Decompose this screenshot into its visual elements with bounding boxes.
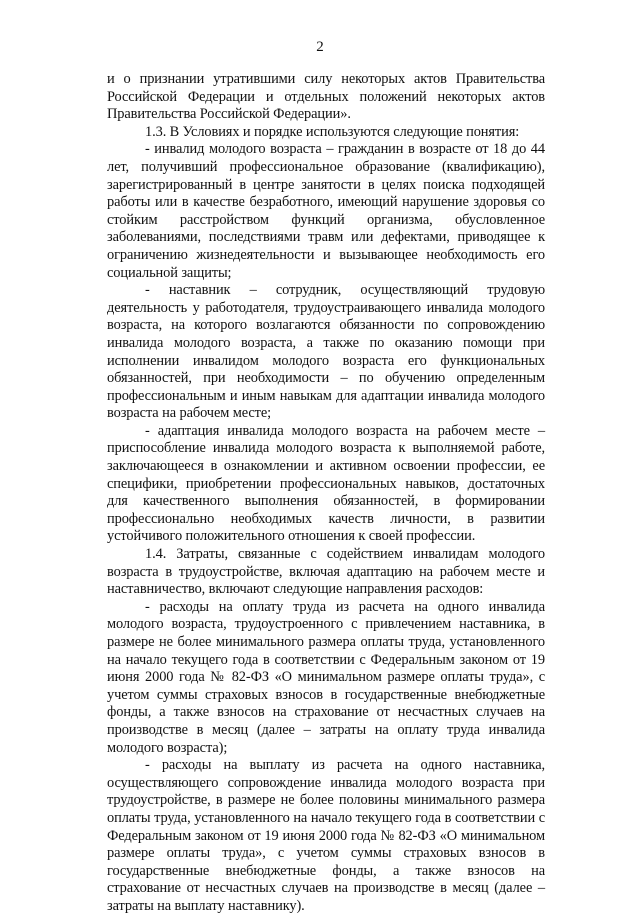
paragraph-definition-disabled-young: - инвалид молодого возраста – гражданин в возрасте от 18 до 44 лет, получивший профессиональное образование (квалификацию), зарегистрированный в центре занятости в целях поиска подходящей работы или в качестве безработного, имеющий нарушение здоровья со стойким расстройством функций организма, обусловленное заболеваниями, последствиями травм или дефектами, приводящее к ограничению жизнедеятельности и вызывающее необходимость его социальной защиты; — [107, 141, 545, 281]
paragraph-expense-mentor: - расходы на выплату из расчета на одного наставника, осуществляющего сопровождение инвалида молодого возраста при трудоустройстве, в размере не более половины минимального размера оплаты труда, установленного на начало текущего года в соответствии с Федеральным законом от 19 июня 2000 года № 82-ФЗ «О минимальном размере оплаты труда», с учетом суммы страховых взносов в государственные внебюджетные фонды, а также взносов на страхование от несчастных случаев на производстве в месяц (далее – затраты на выплату наставнику). — [107, 757, 545, 914]
paragraph-clause-1-3: 1.3. В Условиях и порядке используются следующие понятия: — [145, 123, 520, 140]
paragraph-definition-mentor: - наставник – сотрудник, осуществляющий трудовую деятельность у работодателя, трудоустраивающего инвалида молодого возраста, на которого возлагаются обязанности по сопровождению инвалида молодого возраста, а также по оказанию помощи при исполнении инвалидом молодого возраста его функциональных обязанностей, при необходимости – по обучению определенным профессиональным и иным навыкам для адаптации инвалида молодого возраста на рабочем месте; — [107, 282, 545, 422]
paragraph-expense-wages: - расходы на оплату труда из расчета на одного инвалида молодого возраста, трудоустроенного с привлечением наставника, в размере не более минимального размера оплаты труда, установленного на начало текущего года в соответствии с Федеральным законом от 19 июня 2000 года № 82-ФЗ «О минимальном размере оплаты труда», с учетом суммы страховых взносов в государственные внебюджетные фонды, а также взносов на страхование от несчастных случаев на производстве в месяц (далее – затраты на оплату труда инвалида молодого возраста); — [107, 598, 545, 756]
body-text — [107, 71, 545, 916]
paragraph-definition-adaptation: - адаптация инвалида молодого возраста на рабочем месте – приспособление инвалида молодого возраста к выполняемой работе, заключающееся в ознакомлении и активном освоении профессии, ее специфики, приобретении профессиональных навыков, достаточных для качественного выполнения обязанностей, в формировании профессионально необходимых качеств личности, в развитии устойчивого положительного отношения к своей профессии. — [107, 422, 545, 545]
paragraph-clause-1-4: 1.4. Затраты, связанные с содействием инвалидам молодого возраста в трудоустройстве, включая адаптацию на рабочем месте и наставничество, включают следующие направления расходов: — [107, 546, 545, 598]
paragraph-continuation: и о признании утратившими силу некоторых актов Правительства Российской Федерации и отдельных положений некоторых актов Правительства Российской Федерации». — [107, 71, 545, 123]
page-number: 2 — [316, 39, 324, 55]
